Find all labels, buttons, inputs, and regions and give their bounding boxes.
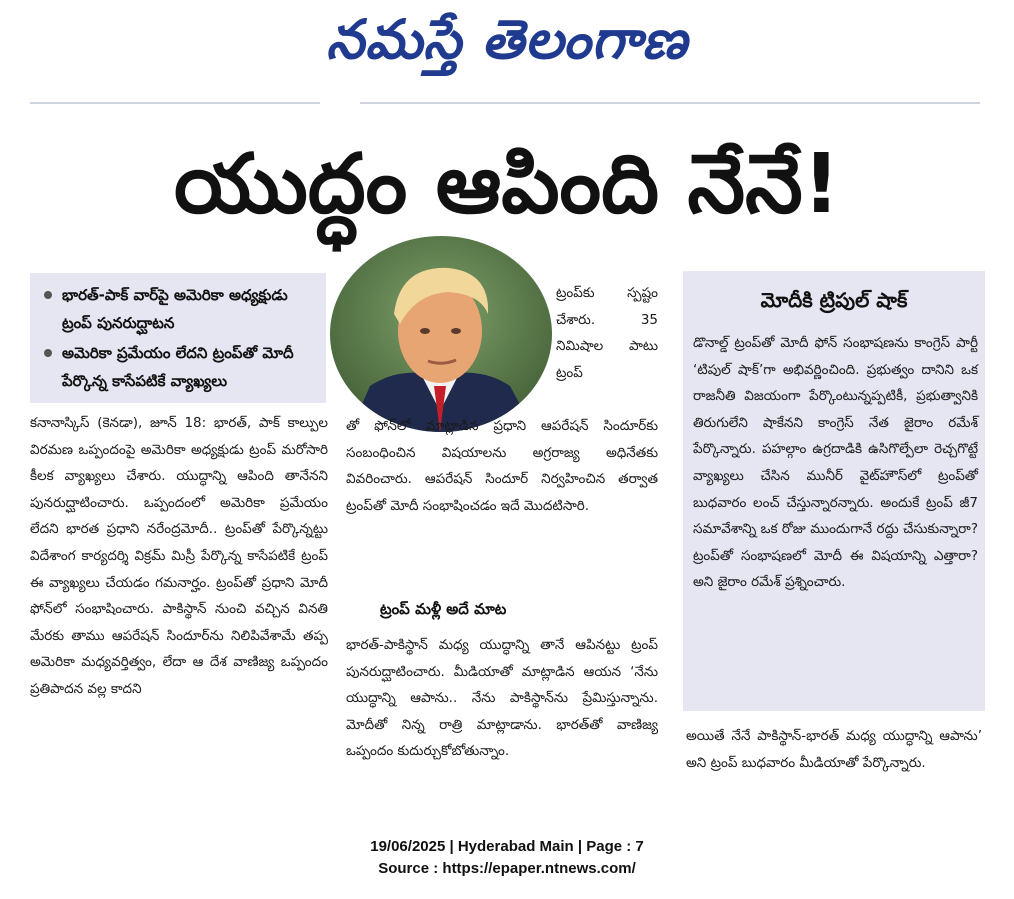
sidebar-title: మోదీకి ట్రిపుల్ షాక్ <box>760 288 908 312</box>
trump-portrait-image <box>330 236 552 432</box>
article-column-1: కనానాస్కిస్ (కెనడా), జూన్ 18: భారత్, పాక్ కాల్పుల విరమణ ఒప్పందంపై అమెరికా అధ్యక్షుడు ట్రంప్ మరోసారి కీలక వ్యాఖ్యలు చేశారు. యుద్ధాన్ని ఆపింది తానేనని పునరుద్ఘాటించారు. ఒప్పందంలో అమెరికా ప్రమేయం లేదని భారత ప్రధాని నరేంద్రమోదీ.. ట్రంప్‌తో పేర్కొన్నట్టు విదేశాంగ కార్యదర్శి విక్రమ్ మిస్రీ పేర్కొన్న కాసేపటికే ట్రంప్ ఈ వ్యాఖ్యలు చేయడం గమనార్హం. ట్రంప్‌తో ప్రధాని మోదీ ఫోన్‌లో సంభాషించారు. పాకిస్థాన్ నుంచి వచ్చిన వినతి మేరకు తాము ఆపరేషన్ సిందూర్‌ను నిలిపివేశామే తప్ప అమెరికా మధ్యవర్తిత్వం, లేదా ఆ దేశ వాణిజ్య ఒప్పందం ప్రతిపాదన వల్ల కాదని <box>30 415 328 697</box>
trump-photo <box>330 236 552 432</box>
article-column-2-beside-photo: ట్రంప్‌కు స్పష్టం చేశారు. 35 నిమిషాల పాటు ట్రంప్ <box>556 285 658 381</box>
bullet-icon <box>44 291 52 299</box>
article-column-2: తో ఫోన్‌లో మాట్లాడిన ప్రధాని ఆపరేషన్ సిందూర్‌కు సంబంధించిన విషయాలను అగ్రరాజ్య అధినేతకు వివరించారు. ఆపరేషన్ సిందూర్ నిర్వహించిన తర్వాత ట్రంప్‌తో మోదీ సంభాషించడం ఇదే మొదటిసారి. <box>346 418 658 514</box>
subheading: ట్రంప్ మళ్లీ అదే మాట <box>380 600 507 618</box>
footer-date-edition: 19/06/2025 | Hyderabad Main | Page : 7 <box>370 838 644 855</box>
highlight-item <box>40 281 318 337</box>
footer-source: Source : https://epaper.ntnews.com/ <box>378 860 636 877</box>
sidebar-text: డొనాల్డ్ ట్రంప్‌తో మోదీ ఫోన్ సంభాషణను కాంగ్రెస్ పార్టీ ‘టిపుల్ షాక్’గా అభివర్ణించింది. ప్రభుత్వం దానిని ఒక రాజనీతి విజయంగా పేర్కొంటున్నప్పటికీ, ప్రభుత్వానికి తిరుగులేని షాకేనని కాంగ్రెస్ నేత జైరాం రమేశ్ పేర్కొన్నారు. పహల్గాం ఉగ్రదాడికి ఉసిగొల్పేలా రెచ్చగొట్టే వ్యాఖ్యలు చేసిన మునీర్ వైట్‌హౌస్‌లో ట్రంప్‌తో బుధవారం లంచ్ చేస్తున్నారన్నారు. అందుకే ట్రంప్ జీ7 సమావేశాన్ని ఒక రోజు ముందుగానే రద్దు చేసుకున్నారా? ట్రంప్‌తో సంభాషణలో మోదీ ఈ విషయాన్ని ఎత్తారా? అని జైరాం రమేశ్ ప్రశ్నించారు. <box>693 335 978 591</box>
masthead-divider-left <box>30 102 320 104</box>
masthead-divider-right <box>360 102 980 104</box>
highlight-item <box>40 339 318 395</box>
article-column-3-continued: అయితే నేనే పాకిస్థాన్-భారత్ మధ్య యుద్ధాన్ని ఆపాను’ అని ట్రంప్ బుధవారం మీడియాతో పేర్కొన్నారు. <box>686 728 982 771</box>
bullet-icon <box>44 349 52 357</box>
highlights-box <box>30 273 326 403</box>
footer <box>0 836 1014 880</box>
highlight-text: భారత్-పాక్ వార్‌పై అమెరికా అధ్యక్షుడు ట్రంప్ పునరుద్ఘాటన <box>62 286 288 332</box>
highlight-text: అమెరికా ప్రమేయం లేదని ట్రంప్‌తో మోదీ పేర్కొన్న కాసేపటికే వ్యాఖ్యలు <box>62 344 294 390</box>
article-column-2-continued: భారత్-పాకిస్థాన్ మధ్య యుద్ధాన్ని తానే ఆపినట్టు ట్రంప్ పునరుద్ఘాటించారు. మీడియాతో మాట్లాడిన ఆయన ‘నేను యుద్ధాన్ని ఆపాను.. నేను పాకిస్థాన్‌ను ప్రేమిస్తున్నాను. మోదీతో నిన్న రాత్రి మాట్లాడాను. భారత్‌తో వాణిజ్య ఒప్పందం కుదుర్చుకోబోతున్నాం. <box>346 637 658 760</box>
headline: యుద్ధం ఆపింది నేనే! <box>173 137 841 232</box>
masthead-logo: నమస్తే తెలంగాణ <box>326 8 688 71</box>
